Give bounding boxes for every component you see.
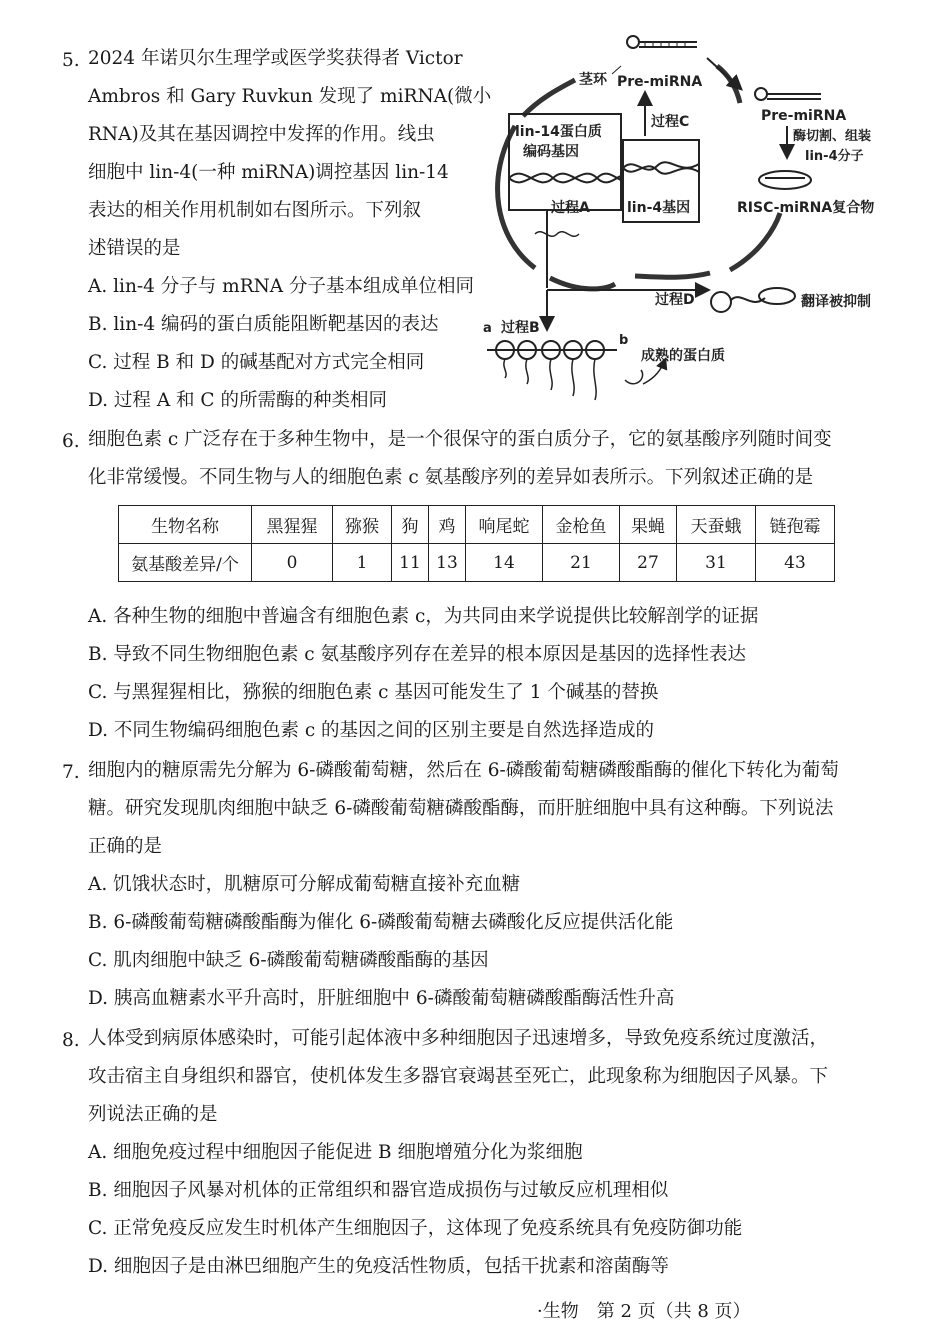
risc-complex-icon [759, 171, 811, 189]
option-a[interactable]: A. lin-4 分子与 mRNA 分子基本组成单位相同 [88, 276, 475, 297]
page-footer: ·生物 第 2 页（共 8 页） [537, 1301, 751, 1322]
option-b[interactable]: B. 细胞因子风暴对机体的正常组织和器官造成损伤与过敏反应机理相似 [88, 1180, 669, 1201]
lin14-gene-label: 编码基因 [523, 144, 579, 160]
table-cell: 链孢霉 [756, 506, 835, 544]
stem-line: 糖。研究发现肌肉细胞中缺乏 6-磷酸葡萄糖磷酸酯酶，而肝脏细胞中具有这种酶。下列说法 [88, 798, 834, 819]
question-8-number: 8. [62, 1030, 80, 1051]
pre-mirna-top-label: Pre-miRNA [617, 74, 703, 90]
table-cell: 狗 [392, 506, 429, 544]
option-d[interactable]: D. 胰高血糖素水平升高时，肝脏细胞中 6-磷酸葡萄糖磷酸酯酶活性升高 [88, 988, 675, 1009]
nuclear-envelope [635, 273, 710, 277]
option-c[interactable]: C. 肌肉细胞中缺乏 6-磷酸葡萄糖磷酸酯酶的基因 [88, 950, 489, 971]
table-header-cell: 生物名称 [119, 506, 252, 544]
question-7-number: 7. [62, 762, 80, 783]
stem-line: 细胞色素 c 广泛存在于多种生物中，是一个很保守的蛋白质分子，它的氨基酸序列随时间变 [88, 429, 832, 450]
nuclear-envelope [550, 278, 615, 289]
table-cell: 金枪鱼 [543, 506, 620, 544]
lin4-molecule-label: lin-4分子 [805, 149, 864, 164]
stem-line: 细胞中 lin-4(一种 miRNA)调控基因 lin-14 [88, 162, 449, 183]
table-cell: 43 [756, 544, 835, 582]
stem-line: 细胞内的糖原需先分解为 6-磷酸葡萄糖，然后在 6-磷酸葡萄糖磷酸酯酶的催化下转化为葡萄 [88, 760, 839, 781]
mrna-strand [535, 232, 579, 237]
option-a[interactable]: A. 各种生物的细胞中普遍含有细胞色素 c，为共同由来学说提供比较解剖学的证据 [88, 606, 759, 627]
table-cell: 黑猩猩 [252, 506, 333, 544]
option-a[interactable]: A. 细胞免疫过程中细胞因子能促进 B 细胞增殖分化为浆细胞 [88, 1142, 583, 1163]
mirna-mechanism-diagram [475, 28, 895, 408]
table-cell: 21 [543, 544, 620, 582]
option-d[interactable]: D. 过程 A 和 C 的所需酶的种类相同 [88, 390, 387, 411]
stem-loop-icon [627, 36, 639, 48]
pre-mirna-right-label: Pre-miRNA [761, 108, 847, 124]
option-c[interactable]: C. 正常免疫反应发生时机体产生细胞因子，这体现了免疫系统具有免疫防御功能 [88, 1218, 743, 1239]
stem-loop-icon [755, 88, 767, 100]
table-cell: 27 [620, 544, 677, 582]
process-a-label: 过程A [551, 200, 590, 216]
stem-line: RNA)及其在基因调控中发挥的作用。线虫 [88, 124, 435, 145]
mature-protein-label: 成熟的蛋白质 [641, 348, 725, 364]
table-cell: 1 [333, 544, 392, 582]
table-cell: 天蚕蛾 [677, 506, 756, 544]
stem-line: 人体受到病原体感染时，可能引起体液中多种细胞因子迅速增多，导致免疫系统过度激活， [88, 1028, 829, 1049]
table-cell: 14 [466, 544, 543, 582]
table-cell: 响尾蛇 [466, 506, 543, 544]
table-row [119, 506, 835, 544]
table-cell: 猕猴 [333, 506, 392, 544]
table-cell: 11 [392, 544, 429, 582]
risc-label: RISC-miRNA复合物 [737, 200, 875, 216]
stem-line: 正确的是 [88, 836, 163, 857]
option-d[interactable]: D. 不同生物编码细胞色素 c 的基因之间的区别主要是自然选择造成的 [88, 720, 655, 741]
option-b[interactable]: B. 导致不同生物细胞色素 c 氨基酸序列存在差异的根本原因是基因的选择性表达 [88, 644, 746, 665]
label-a: a [483, 321, 492, 336]
table-cell: 31 [677, 544, 756, 582]
nuclear-envelope [730, 213, 780, 270]
table-cell: 0 [252, 544, 333, 582]
option-a[interactable]: A. 饥饿状态时，肌糖原可分解成葡萄糖直接补充血糖 [88, 874, 521, 895]
stem-line: 攻击宿主自身组织和器官，使机体发生多器官衰竭甚至死亡，此现象称为细胞因子风暴。下 [88, 1066, 829, 1087]
stem-line: 表达的相关作用机制如右图所示。下列叙 [88, 200, 422, 221]
question-5-number: 5. [62, 50, 80, 71]
ribosome-icon [711, 292, 731, 312]
process-d-label: 过程D [655, 292, 695, 308]
enzyme-label: 酶切割、组装 [793, 129, 872, 144]
stem-line: 述错误的是 [88, 238, 181, 259]
stem-loop-label: 茎环 [579, 72, 607, 88]
stem-line: Ambros 和 Gary Ruvkun 发现了 miRNA(微小 [88, 86, 492, 107]
option-b[interactable]: B. lin-4 编码的蛋白质能阻断靶基因的表达 [88, 314, 439, 335]
risc-complex-icon [759, 288, 795, 304]
stem-line: 化非常缓慢。不同生物与人的细胞色素 c 氨基酸序列的差异如表所示。下列叙述正确的是 [88, 467, 814, 488]
table-row [119, 544, 835, 582]
process-b-label: 过程B [501, 320, 540, 336]
table-cell: 鸡 [429, 506, 466, 544]
lin4-gene-label: lin-4基因 [627, 200, 691, 216]
option-c[interactable]: C. 与黑猩猩相比，猕猴的细胞色素 c 基因可能发生了 1 个碱基的替换 [88, 682, 659, 703]
table-header-cell: 氨基酸差异/个 [119, 544, 252, 582]
option-d[interactable]: D. 细胞因子是由淋巴细胞产生的免疫活性物质，包括干扰素和溶菌酶等 [88, 1256, 669, 1277]
question-6-number: 6. [62, 431, 80, 452]
process-c-label: 过程C [651, 114, 690, 130]
option-c[interactable]: C. 过程 B 和 D 的碱基配对方式完全相同 [88, 352, 425, 373]
stem-line: 列说法正确的是 [88, 1104, 218, 1125]
lin14-gene-label: lin-14蛋白质 [515, 124, 602, 140]
translation-blocked-label: 翻译被抑制 [801, 294, 871, 310]
nuclear-envelope [523, 80, 575, 116]
cytochrome-c-table [118, 505, 835, 582]
table-cell: 果蝇 [620, 506, 677, 544]
table-cell: 13 [429, 544, 466, 582]
stem-line: 2024 年诺贝尔生理学或医学奖获得者 Victor [88, 48, 463, 69]
option-b[interactable]: B. 6-磷酸葡萄糖磷酸酯酶为催化 6-磷酸葡萄糖去磷酸化反应提供活化能 [88, 912, 674, 933]
label-b: b [619, 333, 629, 348]
